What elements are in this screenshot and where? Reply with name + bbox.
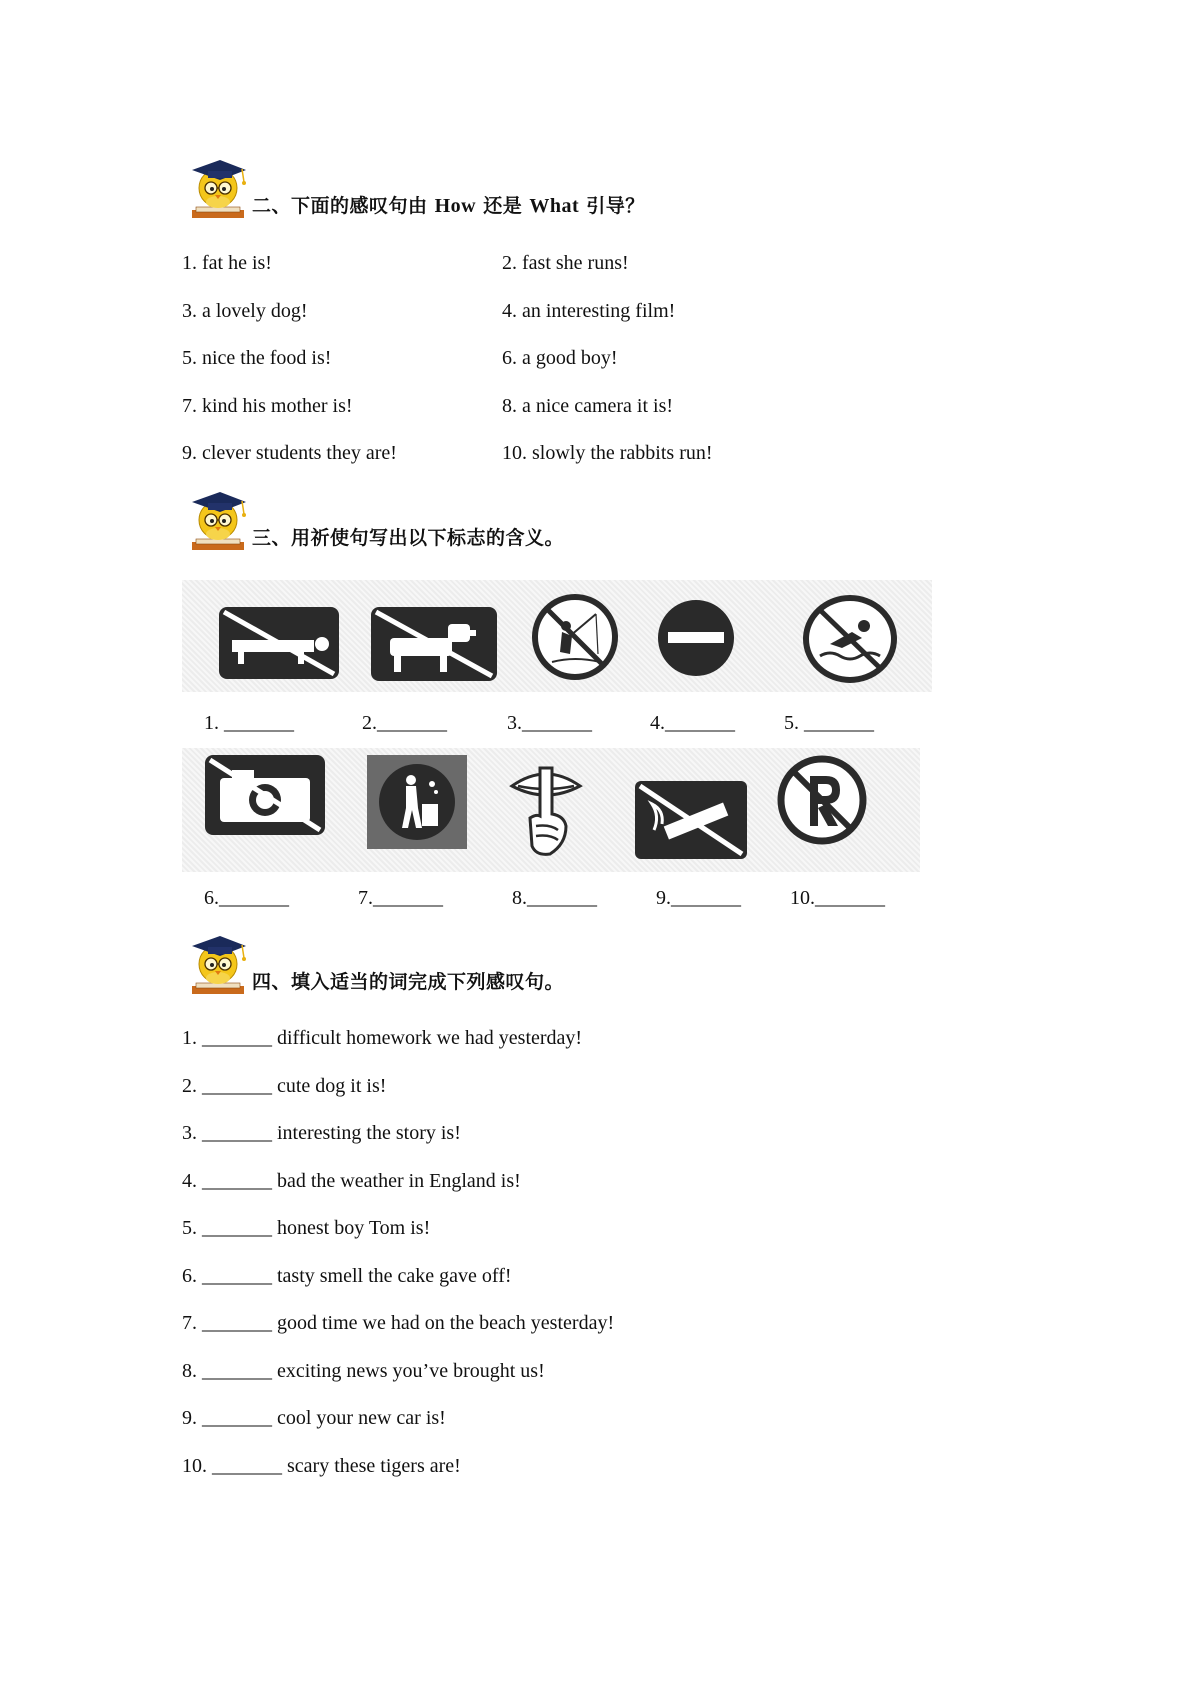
no-photography-sign-icon <box>204 754 326 836</box>
sign-label-5: 5. _______ <box>784 712 874 734</box>
no-swimming-sign-icon <box>802 594 898 684</box>
s4-question-2: 2. _______ cute dog it is! <box>182 1075 387 1097</box>
section4-header <box>182 928 982 998</box>
s4-question-9: 9. _______ cool your new car is! <box>182 1407 446 1429</box>
sign-label-4: 4._______ <box>650 712 735 734</box>
section4-title: 四、填入适当的词完成下列感叹句。 <box>252 971 565 993</box>
sign-label-6: 6._______ <box>204 887 289 909</box>
no-smoking-sign-icon <box>634 780 748 860</box>
sign-label-8: 8._______ <box>512 887 597 909</box>
s2-question-7: 7. kind his mother is! <box>182 395 353 417</box>
signs-row-1 <box>182 580 932 692</box>
sign-label-9: 9._______ <box>656 887 741 909</box>
section2-header <box>182 152 982 222</box>
s4-question-3: 3. _______ interesting the story is! <box>182 1122 461 1144</box>
owl-mascot-icon <box>182 152 252 222</box>
owl-mascot-icon <box>182 484 252 554</box>
owl-mascot-icon <box>182 928 252 998</box>
sign-label-10: 10._______ <box>790 887 885 909</box>
sign-label-2: 2._______ <box>362 712 447 734</box>
s2-question-10: 10. slowly the rabbits run! <box>502 442 713 464</box>
s2-question-4: 4. an interesting film! <box>502 300 676 322</box>
sign-label-1: 1. _______ <box>204 712 294 734</box>
s2-question-3: 3. a lovely dog! <box>182 300 308 322</box>
s2-question-6: 6. a good boy! <box>502 347 618 369</box>
s2-question-5: 5. nice the food is! <box>182 347 332 369</box>
section3-header <box>182 484 982 554</box>
s4-question-1: 1. _______ difficult homework we had yesterday! <box>182 1027 583 1049</box>
s4-question-8: 8. _______ exciting news you’ve brought us! <box>182 1360 545 1382</box>
s2-question-2: 2. fast she runs! <box>502 252 629 274</box>
no-entry-sign-icon <box>656 598 736 678</box>
s2-question-9: 9. clever students they are! <box>182 442 397 464</box>
s4-question-10: 10. _______ scary these tigers are! <box>182 1455 461 1477</box>
sign-label-3: 3._______ <box>507 712 592 734</box>
no-lying-down-sign-icon <box>218 606 340 680</box>
s4-question-7: 7. _______ good time we had on the beach yesterday! <box>182 1312 615 1334</box>
sign-label-7: 7._______ <box>358 887 443 909</box>
s4-question-5: 5. _______ honest boy Tom is! <box>182 1217 431 1239</box>
section3-title: 三、用祈使句写出以下标志的含义。 <box>252 527 565 549</box>
no-dogs-sign-icon <box>370 606 498 682</box>
s4-question-4: 4. _______ bad the weather in England is! <box>182 1170 521 1192</box>
no-parking-sign-icon <box>776 754 868 846</box>
no-littering-sign-icon <box>366 754 468 850</box>
no-fishing-sign-icon <box>530 592 620 682</box>
keep-quiet-sign-icon <box>506 760 586 860</box>
s2-question-8: 8. a nice camera it is! <box>502 395 674 417</box>
s2-question-1: 1. fat he is! <box>182 252 272 274</box>
s4-question-6: 6. _______ tasty smell the cake gave off! <box>182 1265 512 1287</box>
section2-title: 二、下面的感叹句由 How 还是 What 引导？ <box>252 195 645 217</box>
signs-row-2 <box>182 748 920 872</box>
